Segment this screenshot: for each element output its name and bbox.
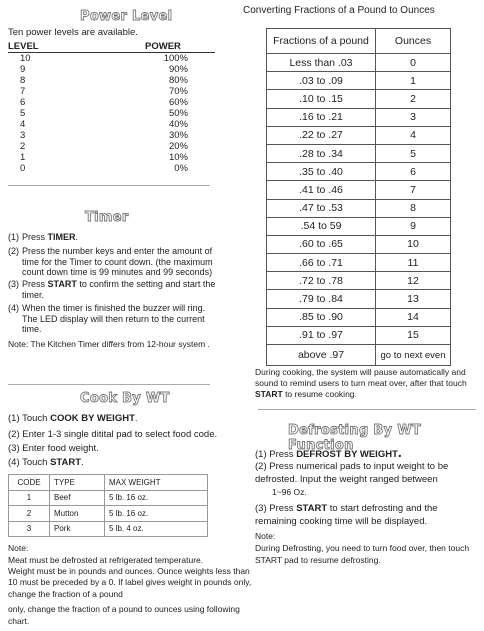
list-item <box>8 64 188 75</box>
fraction-cell: .28 to .34 <box>267 144 376 162</box>
power-value: 0% <box>174 163 188 174</box>
fraction-cell: .47 to .53 <box>267 199 376 217</box>
table-row <box>267 126 451 144</box>
defrost-step-3: (3) Press START to start defrosting and the remaining cooking time will be displayed. <box>255 503 438 527</box>
cook-step-1: (1) Touch COOK BY WEIGHT. <box>8 413 138 424</box>
fraction-cell: .60 to .65 <box>267 235 376 253</box>
power-value: 70% <box>168 86 188 97</box>
table-row: 3 Pork 5 lb. 4 oz. <box>9 521 208 537</box>
fraction-cell: .41 to .46 <box>267 181 376 199</box>
list-item <box>8 75 188 86</box>
ounces-cell: 1 <box>376 72 451 90</box>
defrost-note-label: Note: <box>255 531 276 541</box>
table-row <box>267 144 451 162</box>
table-row <box>267 235 451 253</box>
level-value: 5 <box>20 108 26 119</box>
defrost-step-2: (2) Press numerical pads to input weight to be defrosted. Input the weight ranged between <box>255 461 449 485</box>
table-header-row: Fractions of a pound Ounces <box>267 29 451 54</box>
power-value: 100% <box>163 53 188 64</box>
table-row <box>267 108 451 126</box>
list-item <box>8 86 188 97</box>
fraction-cell: .16 to .21 <box>267 108 376 126</box>
ounces-cell: 9 <box>376 217 451 235</box>
list-item <box>8 152 188 163</box>
level-value: 7 <box>20 86 26 97</box>
power-value: 60% <box>168 97 188 108</box>
fraction-cell: .66 to .71 <box>267 254 376 272</box>
converting-title: Converting Fractions of a Pound to Ounces <box>243 5 435 16</box>
level-value: 2 <box>20 141 26 152</box>
level-value: 3 <box>20 130 26 141</box>
ounces-cell: 8 <box>376 199 451 217</box>
fraction-cell: .72 to .78 <box>267 272 376 290</box>
power-value: 90% <box>168 64 188 75</box>
table-row <box>267 345 451 366</box>
table-row: 1 Beef 5 lb. 16 oz. <box>9 490 208 506</box>
table-row <box>267 90 451 108</box>
ounces-cell: 10 <box>376 235 451 253</box>
food-code-table <box>8 474 208 537</box>
table-row <box>267 254 451 272</box>
table-row <box>267 290 451 308</box>
defrost-step-1: (1) Press DEFROST BY WEIGHT. <box>255 444 402 460</box>
table-row <box>267 181 451 199</box>
fraction-cell: .79 to .84 <box>267 290 376 308</box>
table-row <box>267 272 451 290</box>
table-row: 2 Mutton 5 lb. 16 oz. <box>9 506 208 522</box>
power-value: 50% <box>168 108 188 119</box>
fraction-cell: .85 to .90 <box>267 308 376 326</box>
defrost-note-text: During Defrosting, you need to turn food over, then touch START pad to resume defrosting. <box>255 543 470 565</box>
pause-note: During cooking, the system will pause automatically and sound to remind users to turn meat over, after that touch START to resume cooking. <box>255 367 467 399</box>
power-level-title: Power Level <box>80 9 173 24</box>
list-item <box>8 130 188 141</box>
level-value: 8 <box>20 75 26 86</box>
power-value: 30% <box>168 130 188 141</box>
level-header: LEVEL <box>8 41 39 52</box>
defrost-title: Defrosting By WT Function <box>288 423 422 453</box>
fraction-cell: .22 to .27 <box>267 126 376 144</box>
power-value: 40% <box>168 119 188 130</box>
ounces-cell: 7 <box>376 181 451 199</box>
ounces-cell: 14 <box>376 308 451 326</box>
list-item <box>8 119 188 130</box>
table-header-row: CODE TYPE MAX WEIGHT <box>9 475 208 491</box>
ounces-cell: 15 <box>376 326 451 344</box>
list-item <box>8 141 188 152</box>
fraction-cell: Less than .03 <box>267 54 376 72</box>
power-value: 10% <box>168 152 188 163</box>
cook-by-wt-title: Cook By WT <box>80 391 170 406</box>
defrost-range: 1~96 Oz. <box>272 487 307 497</box>
table-row <box>267 72 451 90</box>
power-value: 80% <box>168 75 188 86</box>
list-item <box>8 53 188 64</box>
ounces-cell: 6 <box>376 163 451 181</box>
fraction-conversion-table <box>266 28 451 366</box>
timer-title: Timer <box>85 210 129 225</box>
list-item <box>8 108 188 119</box>
level-value: 9 <box>20 64 26 75</box>
ounces-cell: 11 <box>376 254 451 272</box>
level-value: 4 <box>20 119 26 130</box>
cook-note-3: only, change the fraction of a pound to ounces using following chart. <box>8 604 240 626</box>
ounces-cell: 5 <box>376 144 451 162</box>
table-row <box>267 217 451 235</box>
level-value: 10 <box>20 53 31 64</box>
fraction-cell: .10 to .15 <box>267 90 376 108</box>
ounces-cell: go to next even <box>376 345 451 366</box>
fraction-cell: .03 to .09 <box>267 72 376 90</box>
power-value: 20% <box>168 141 188 152</box>
fraction-cell: .54 to 59 <box>267 217 376 235</box>
level-value: 6 <box>20 97 26 108</box>
ounces-cell: 12 <box>376 272 451 290</box>
cook-step-2: (2) Enter 1-3 single ditital pad to select food code. <box>8 429 218 440</box>
table-row <box>267 54 451 72</box>
cook-note-label: Note: <box>8 543 29 553</box>
cook-note-2: Weight must be in pounds and ounces. Ounce weights less than 10 must be preceded by a 0. If label gives weight in pounds only, change the fraction of a pound <box>8 566 252 599</box>
ounces-cell: 13 <box>376 290 451 308</box>
fraction-cell: above .97 <box>267 345 376 366</box>
table-row <box>267 326 451 344</box>
table-row <box>267 199 451 217</box>
level-value: 0 <box>20 163 26 174</box>
cook-step-3: (3) Enter food weight. <box>8 443 99 454</box>
ounces-cell: 0 <box>376 54 451 72</box>
cook-note-1: Meat must be defrosted at refrigerated temperature. <box>8 555 204 565</box>
power-level-subtitle: Ten power levels are available. <box>8 27 138 38</box>
ounces-cell: 4 <box>376 126 451 144</box>
ounces-cell: 2 <box>376 90 451 108</box>
timer-note: Note: The Kitchen Timer differs from 12-hour system . <box>8 339 210 349</box>
ounces-cell: 3 <box>376 108 451 126</box>
list-item <box>8 163 188 174</box>
power-level-header <box>8 41 215 52</box>
fraction-cell: .91 to .97 <box>267 326 376 344</box>
power-level-list <box>8 53 188 174</box>
cook-step-4: (4) Touch START. <box>8 457 84 468</box>
table-row <box>267 308 451 326</box>
power-header: POWER <box>145 41 181 52</box>
table-row <box>267 163 451 181</box>
list-item <box>8 97 188 108</box>
level-value: 1 <box>20 152 26 163</box>
fraction-cell: .35 to .40 <box>267 163 376 181</box>
